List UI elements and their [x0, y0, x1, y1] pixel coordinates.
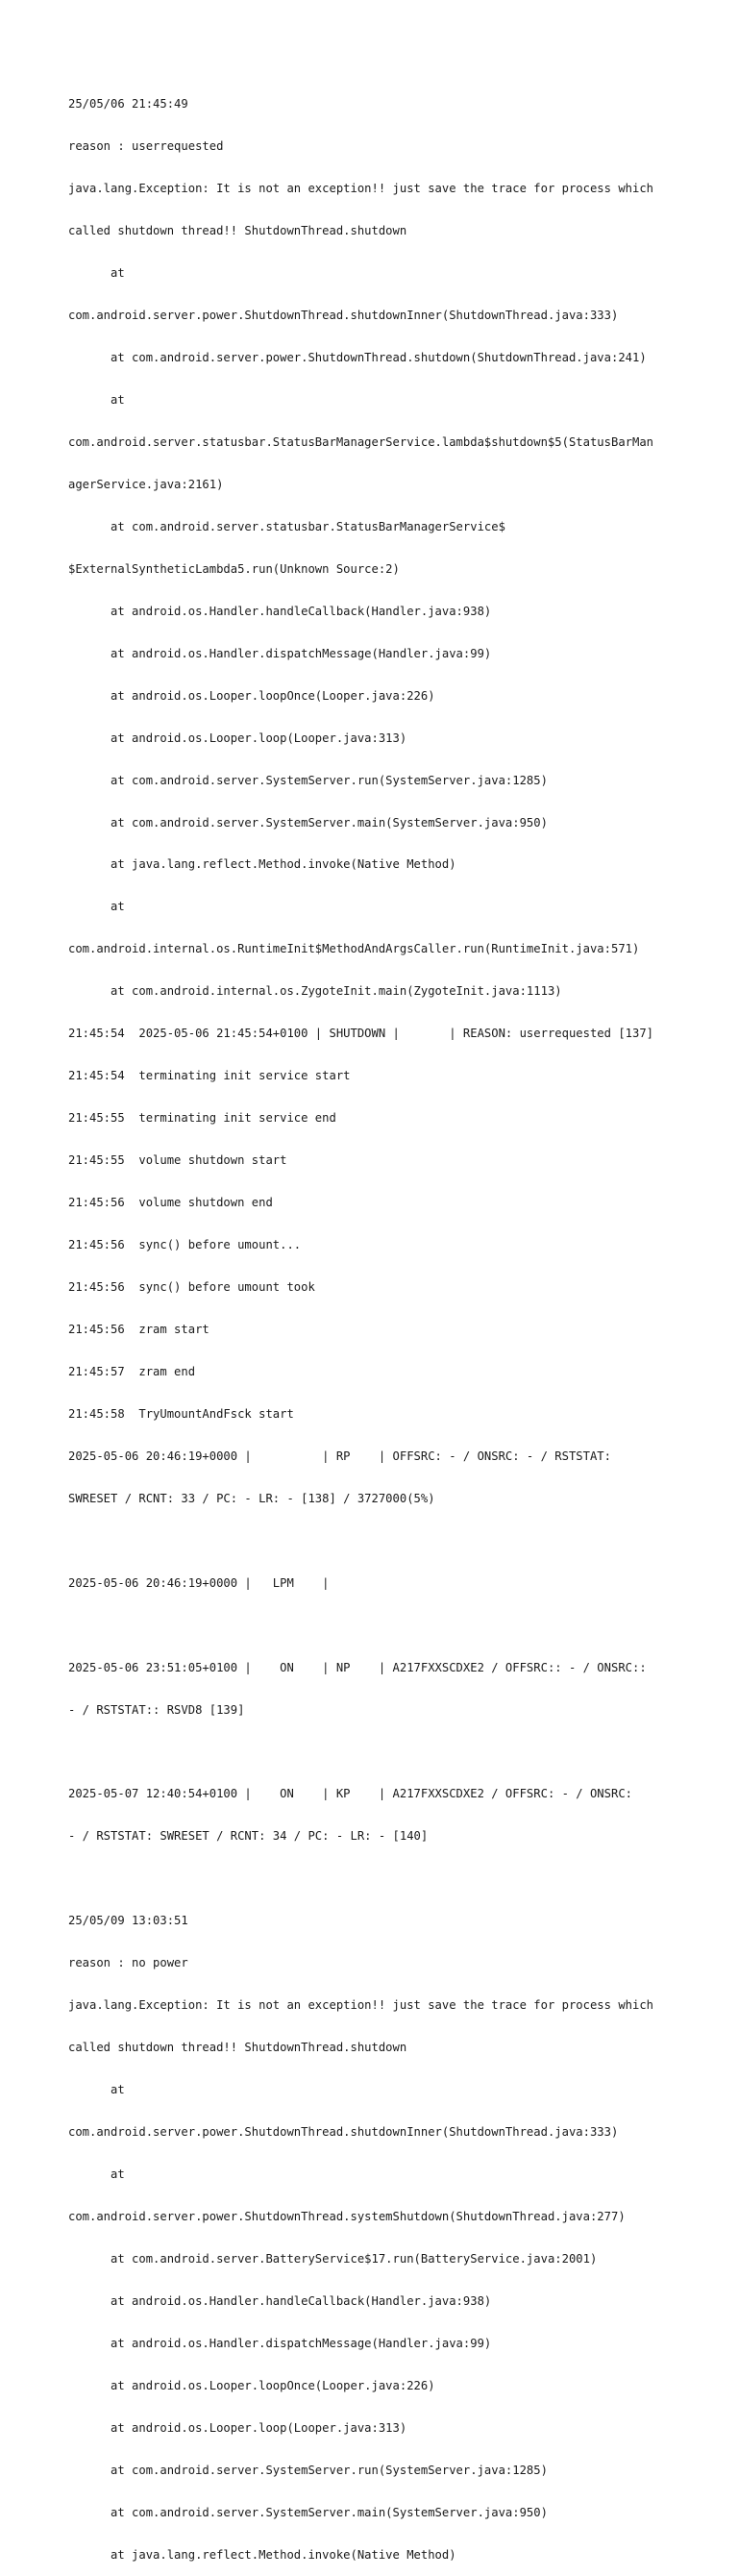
- log-line: at com.android.server.statusbar.StatusBarManagerService$: [68, 519, 505, 533]
- log-line: 21:45:56 volume shutdown end: [68, 1196, 273, 1210]
- log-line: at android.os.Handler.dispatchMessage(Handler.java:99): [68, 2336, 492, 2350]
- log-line: - / RSTSTAT:: RSVD8 [139]: [68, 1702, 245, 1717]
- log-line: - / RSTSTAT: SWRESET / RCNT: 34 / PC: - LR: - [140]: [68, 1829, 429, 1844]
- log-line: 21:45:54 terminating init service start: [68, 1069, 351, 1083]
- log-line: at com.android.internal.os.ZygoteInit.main(ZygoteInit.java:1113): [68, 984, 562, 999]
- log-line: [68, 1745, 702, 1759]
- log-line: at android.os.Handler.handleCallback(Handler.java:938): [68, 604, 492, 618]
- log-line: at android.os.Handler.dispatchMessage(Handler.java:99): [68, 646, 492, 660]
- log-line: com.android.server.power.ShutdownThread.shutdownInner(ShutdownThread.java:333): [68, 2125, 619, 2140]
- log-line: [68, 1871, 702, 1886]
- log-line: [68, 1619, 702, 1633]
- log-line: at android.os.Looper.loop(Looper.java:313): [68, 2420, 407, 2435]
- log-line: at android.os.Looper.loop(Looper.java:313): [68, 731, 407, 745]
- log-line: at com.android.server.power.ShutdownThread.shutdown(ShutdownThread.java:241): [68, 351, 647, 365]
- log-line: at: [68, 2167, 125, 2182]
- log-line: com.android.server.power.ShutdownThread.shutdownInner(ShutdownThread.java:333): [68, 309, 619, 323]
- log-line: java.lang.Exception: It is not an exception!! just save the trace for process which: [68, 182, 654, 196]
- log-line: $ExternalSyntheticLambda5.run(Unknown Source:2): [68, 561, 400, 576]
- log-line: at android.os.Looper.loopOnce(Looper.java:226): [68, 688, 435, 703]
- log-line: at com.android.server.SystemServer.run(SystemServer.java:1285): [68, 773, 548, 787]
- log-line: 21:45:58 TryUmountAndFsck start: [68, 1406, 294, 1421]
- log-line: 25/05/06 21:45:49: [68, 97, 188, 111]
- log-line: called shutdown thread!! ShutdownThread.shutdown: [68, 224, 407, 238]
- log-line: at: [68, 2083, 125, 2097]
- log-line: at com.android.server.SystemServer.main(SystemServer.java:950): [68, 2505, 548, 2519]
- log-line: at android.os.Handler.handleCallback(Handler.java:938): [68, 2293, 492, 2308]
- log-line: at android.os.Looper.loopOnce(Looper.java:226): [68, 2378, 435, 2392]
- log-line: at com.android.server.BatteryService$17.run(BatteryService.java:2001): [68, 2251, 598, 2266]
- log-line: 21:45:57 zram end: [68, 1364, 196, 1378]
- log-line: 21:45:56 sync() before umount...: [68, 1238, 302, 1252]
- log-line: SWRESET / RCNT: 33 / PC: - LR: - [138] / 3727000(5%): [68, 1491, 435, 1505]
- log-line: 2025-05-07 12:40:54+0100 | ON | KP | A217FXXSCDXE2 / OFFSRC: - / ONSRC:: [68, 1787, 632, 1801]
- log-line: com.android.internal.os.RuntimeInit$MethodAndArgsCaller.run(RuntimeInit.java:571): [68, 942, 640, 956]
- log-line: reason : no power: [68, 1956, 188, 1970]
- log-line: at: [68, 392, 125, 407]
- log-line: java.lang.Exception: It is not an exception!! just save the trace for process which: [68, 1998, 654, 2013]
- log-line: agerService.java:2161): [68, 477, 224, 491]
- log-line: 21:45:56 zram start: [68, 1322, 209, 1336]
- log-line: 21:45:55 terminating init service end: [68, 1111, 336, 1126]
- log-line: at: [68, 900, 125, 914]
- log-line: 21:45:54 2025-05-06 21:45:54+0100 | SHUTDOWN | | REASON: userrequested [137]: [68, 1027, 654, 1041]
- log-line: 21:45:55 volume shutdown start: [68, 1153, 287, 1168]
- log-line: 2025-05-06 20:46:19+0000 | LPM |: [68, 1575, 330, 1590]
- log-line: com.android.server.statusbar.StatusBarManagerService.lambda$shutdown$5(StatusBarMan: [68, 434, 654, 449]
- log-line: at java.lang.reflect.Method.invoke(Native Method): [68, 2547, 456, 2562]
- log-line: 25/05/09 13:03:51: [68, 1914, 188, 1928]
- log-line: at com.android.server.SystemServer.run(SystemServer.java:1285): [68, 2463, 548, 2477]
- log-line: com.android.server.power.ShutdownThread.systemShutdown(ShutdownThread.java:277): [68, 2209, 626, 2223]
- log-line: reason : userrequested: [68, 139, 224, 154]
- log-text-body: [68, 69, 702, 2576]
- log-line: 2025-05-06 20:46:19+0000 | | RP | OFFSRC: - / ONSRC: - / RSTSTAT:: [68, 1449, 611, 1463]
- log-line: at com.android.server.SystemServer.main(SystemServer.java:950): [68, 815, 548, 830]
- log-line: 21:45:56 sync() before umount took: [68, 1280, 315, 1294]
- log-line: at: [68, 266, 125, 281]
- log-line: [68, 1534, 702, 1548]
- log-line: called shutdown thread!! ShutdownThread.shutdown: [68, 2041, 407, 2055]
- log-line: at java.lang.reflect.Method.invoke(Native Method): [68, 857, 456, 872]
- log-line: 2025-05-06 23:51:05+0100 | ON | NP | A217FXXSCDXE2 / OFFSRC:: - / ONSRC::: [68, 1660, 647, 1674]
